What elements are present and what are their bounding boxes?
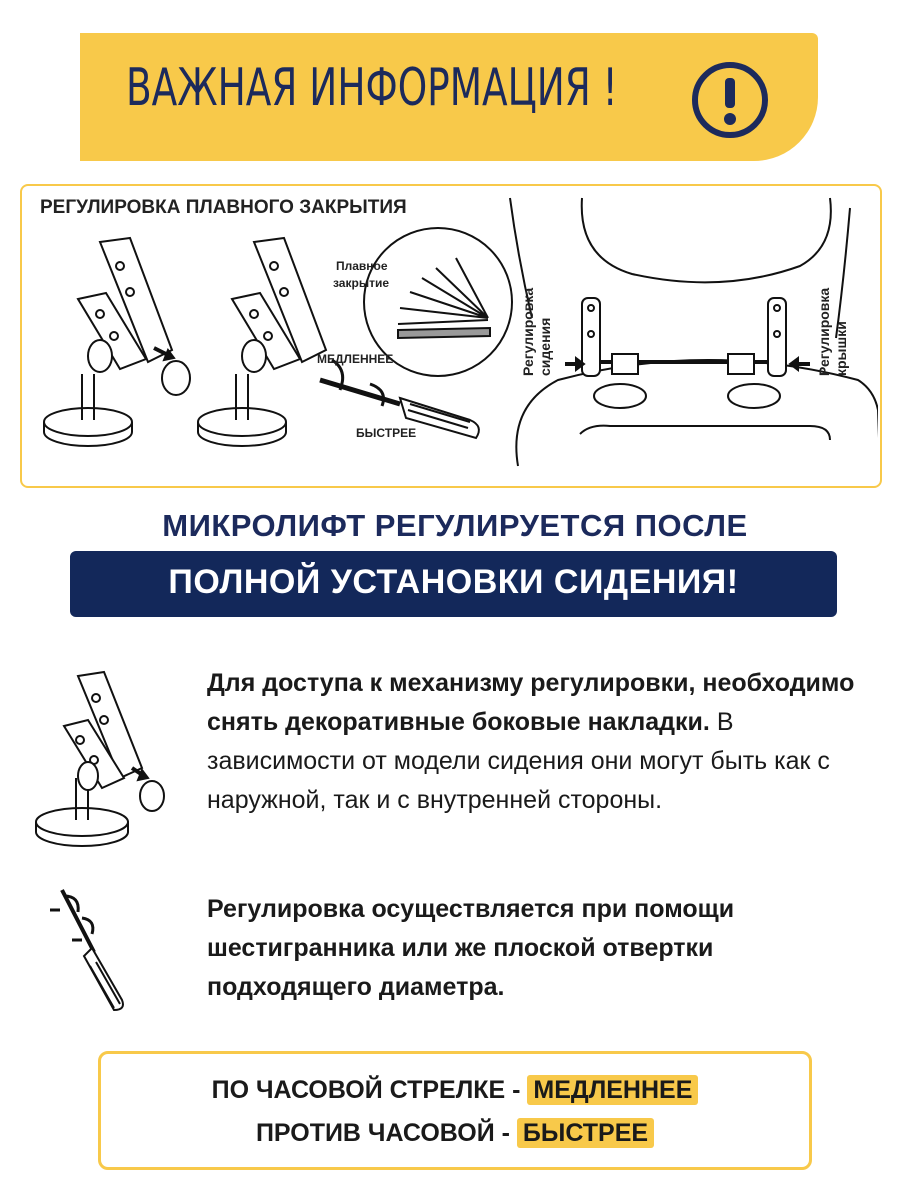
faster-highlight: БЫСТРЕЕ (517, 1118, 654, 1148)
seat-adjust-label-2: сидения (537, 317, 553, 376)
instruction-paragraph-1 (207, 664, 877, 820)
instruction-paragraph-2 (207, 890, 877, 1007)
screwdriver-small-illustration (44, 882, 144, 1012)
headline-line1: МИКРОЛИФТ РЕГУЛИРУЕТСЯ ПОСЛЕ (162, 508, 748, 543)
faster-label: БЫСТРЕЕ (356, 426, 417, 440)
smooth-close-label: Плавное (336, 259, 388, 273)
hinge-2 (198, 238, 326, 446)
page-title: ВАЖНАЯ ИНФОРМАЦИЯ ! (126, 58, 618, 118)
instruction-1-bold: Для доступа к механизму регулировки, необходимо снять декоративные боковые накладки. (207, 669, 855, 736)
clockwise-note (98, 1076, 812, 1105)
lid-adjust-label-2: крышки (833, 321, 849, 376)
hinge-diagram-illustration (20, 184, 878, 484)
hinge-1 (44, 238, 190, 446)
clockwise-prefix: ПО ЧАСОВОЙ СТРЕЛКЕ - (211, 1076, 528, 1104)
exclamation-circle-icon (690, 60, 770, 140)
counterclockwise-prefix: ПРОТИВ ЧАСОВОЙ - (255, 1119, 517, 1147)
seat-adjust-label: Регулировка (520, 287, 536, 376)
lid-adjust-label: Регулировка (816, 287, 832, 376)
hinge-small-illustration (28, 668, 168, 848)
instruction-2-bold: Регулировка осуществляется при помощи шестигранника или же плоской отвертки подходящего диаметра. (207, 895, 735, 1001)
diagram-heading: РЕГУЛИРОВКА ПЛАВНОГО ЗАКРЫТИЯ (40, 197, 407, 218)
counterclockwise-note (98, 1119, 812, 1148)
smooth-close-label-2: закрытие (333, 276, 389, 290)
direction-note-box (98, 1051, 812, 1170)
slower-highlight: МЕДЛЕННЕЕ (527, 1075, 698, 1105)
instruction-1-rest: В зависимости от модели сидения они могут быть как с наружной, так и с внутренней стороны. (207, 708, 830, 814)
slower-label: МЕДЛЕННЕЕ (317, 352, 394, 366)
headline-line2: ПОЛНОЙ УСТАНОВКИ СИДЕНИЯ! (168, 563, 739, 601)
